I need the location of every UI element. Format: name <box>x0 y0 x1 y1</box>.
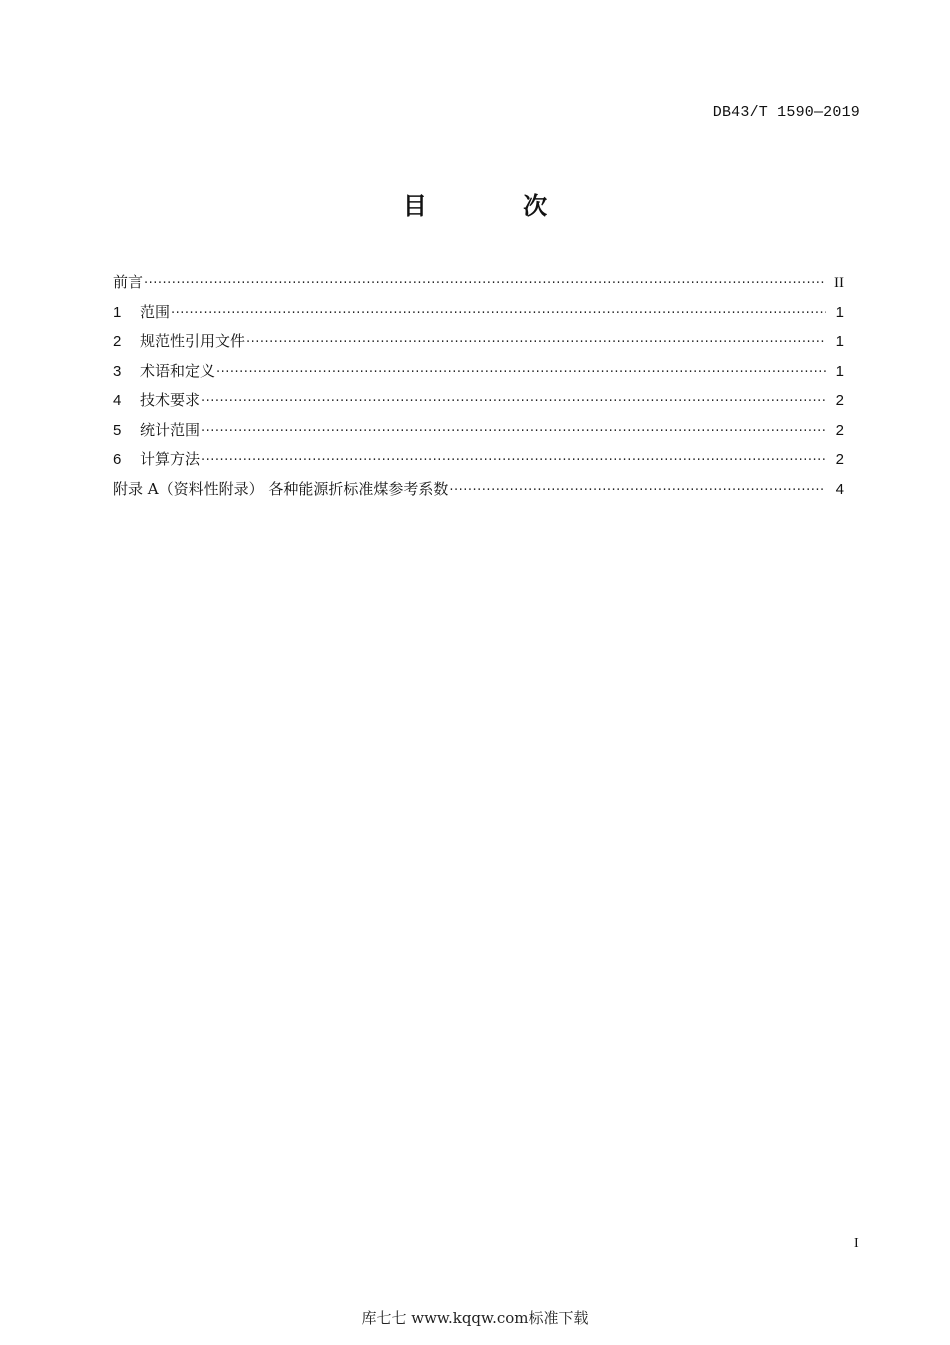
toc-entry-label: 规范性引用文件 <box>140 332 246 350</box>
toc-dot-leader <box>144 269 826 299</box>
toc-entry-label: 范围 <box>140 302 171 321</box>
toc-entry-terms-definitions[interactable] <box>113 357 844 387</box>
toc-entry-statistical-scope[interactable] <box>113 416 844 446</box>
toc-dot-leader <box>216 358 826 388</box>
toc-dot-leader <box>201 417 826 447</box>
toc-entry-number: 5 <box>113 421 122 439</box>
toc-entry-number: 3 <box>113 362 122 380</box>
toc-entry-label: 统计范围 <box>140 420 201 439</box>
toc-entry-calculation-method[interactable] <box>113 445 844 475</box>
toc-entry-page: 2 <box>835 451 844 468</box>
toc-entry-label: 术语和定义 <box>140 361 216 380</box>
toc-entry-label: 技术要求 <box>140 391 201 409</box>
toc-entry-number: 4 <box>113 392 122 409</box>
toc-entry-page: 1 <box>835 333 844 350</box>
toc-entry-foreword[interactable] <box>113 268 844 298</box>
table-of-contents <box>113 268 844 504</box>
toc-entry-label: 前言 <box>113 273 144 291</box>
toc-entry-normative-references[interactable] <box>113 327 844 357</box>
toc-entry-number: 1 <box>113 303 122 321</box>
toc-entry-page: 2 <box>835 392 844 409</box>
toc-entry-page: 2 <box>835 421 844 439</box>
page-title: 目 次 <box>402 192 592 220</box>
toc-entry-page: 1 <box>835 362 844 380</box>
toc-dot-leader <box>171 299 826 329</box>
toc-entry-technical-requirements[interactable] <box>113 386 844 416</box>
toc-dot-leader <box>201 387 826 417</box>
toc-entry-page: II <box>834 275 844 291</box>
toc-dot-leader <box>246 328 826 358</box>
document-code: DB43/T 1590—2019 <box>712 104 860 121</box>
toc-entry-appendix-a[interactable] <box>113 475 844 505</box>
page-number: I <box>854 1236 859 1251</box>
toc-entry-label: 附录 A（资料性附录） 各种能源折标准煤参考系数 <box>113 479 449 498</box>
toc-entry-number: 2 <box>113 333 122 350</box>
footer-watermark: 库七七 www.kqqw.com标准下载 <box>361 1309 589 1327</box>
toc-entry-label: 计算方法 <box>140 450 201 468</box>
toc-entry-number: 6 <box>113 451 122 468</box>
toc-entry-page: 1 <box>835 303 844 321</box>
toc-entry-page: 4 <box>835 480 844 498</box>
toc-entry-scope[interactable] <box>113 298 844 328</box>
toc-dot-leader <box>201 446 826 476</box>
toc-dot-leader <box>449 476 826 506</box>
